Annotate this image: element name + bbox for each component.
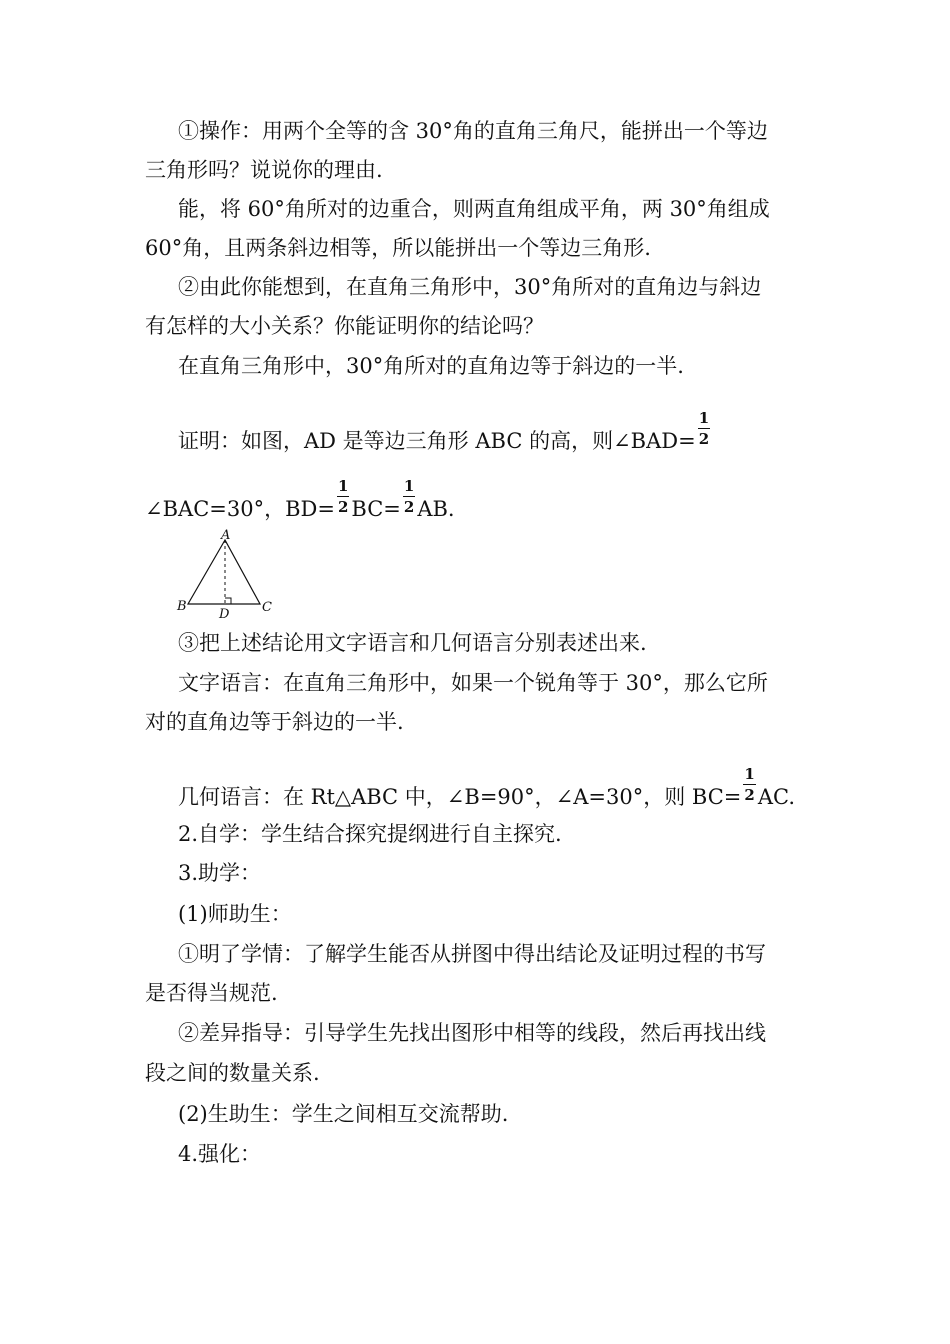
vertex-label-a: A xyxy=(221,528,231,543)
difference-guidance: ②差异指导：引导学生先找出图形中相等的线段，然后再找出线 xyxy=(178,1021,766,1045)
student-assist: (2)生助生：学生之间相互交流帮助. xyxy=(178,1102,509,1126)
geometry-text-a: 几何语言：在 Rt△ABC 中，∠B=90°，∠A=30°，则 BC= xyxy=(178,785,742,809)
fraction-half-3 xyxy=(403,478,415,515)
understand-situation: ①明了学情：了解学生能否从拼图中得出结论及证明过程的书写 xyxy=(178,942,766,966)
fraction-denominator: 2 xyxy=(744,786,755,804)
paragraph-operation-cont: 三角形吗？说说你的理由. xyxy=(145,158,383,182)
fraction-numerator: 1 xyxy=(337,477,349,495)
proof-text-2b: BC= xyxy=(351,497,401,521)
teacher-assist: (1)师助生： xyxy=(178,902,292,926)
answer-relation: 在直角三角形中，30°角所对的直角边等于斜边的一半. xyxy=(178,354,684,378)
proof-text-2c: AB. xyxy=(417,497,455,521)
proof-text-2a: ∠BAC=30°，BD= xyxy=(145,497,335,521)
vertex-label-c: C xyxy=(262,600,272,615)
vertex-label-b: B xyxy=(177,599,187,614)
question-relation-cont: 有怎样的大小关系？你能证明你的结论吗？ xyxy=(145,314,544,338)
triangle-abc xyxy=(188,540,260,604)
geometry-text-b: AC. xyxy=(757,785,795,809)
vertex-label-d: D xyxy=(219,607,230,620)
fraction-half-1 xyxy=(698,410,710,447)
answer-operation: 能，将 60°角所对的边重合，则两直角组成平角，两 30°角组成 xyxy=(178,197,770,221)
answer-operation-cont: 60°角，且两条斜边相等，所以能拼出一个等边三角形. xyxy=(145,236,651,260)
question-relation: ②由此你能想到，在直角三角形中，30°角所对的直角边与斜边 xyxy=(178,275,762,299)
understand-situation-cont: 是否得当规范. xyxy=(145,981,278,1005)
reinforce-heading: 4.强化： xyxy=(178,1142,262,1166)
fraction-half-2 xyxy=(337,478,349,515)
paragraph-operation: ①操作：用两个全等的含 30°角的直角三角尺，能拼出一个等边 xyxy=(178,119,768,143)
fraction-denominator: 2 xyxy=(337,498,349,516)
fraction-numerator: 1 xyxy=(744,765,755,783)
triangle-figure xyxy=(172,528,282,620)
fraction-numerator: 1 xyxy=(698,409,710,427)
fraction-denominator: 2 xyxy=(698,430,710,448)
proof-line-2 xyxy=(145,477,455,529)
fraction-half-4 xyxy=(743,766,755,803)
geometry-language xyxy=(178,765,795,817)
fraction-denominator: 2 xyxy=(403,498,415,516)
right-angle-mark xyxy=(225,598,231,604)
question-express: ③把上述结论用文字语言和几何语言分别表述出来. xyxy=(178,631,647,655)
assist-heading: 3.助学： xyxy=(178,861,262,885)
text-language-cont: 对的直角边等于斜边的一半. xyxy=(145,710,404,734)
fraction-numerator: 1 xyxy=(403,477,415,495)
text-language: 文字语言：在直角三角形中，如果一个锐角等于 30°，那么它所 xyxy=(178,671,768,695)
proof-line-1 xyxy=(178,409,712,461)
proof-text-1: 证明：如图，AD 是等边三角形 ABC 的高，则∠BAD= xyxy=(178,429,696,453)
difference-guidance-cont: 段之间的数量关系. xyxy=(145,1061,320,1085)
self-study: 2.自学：学生结合探究提纲进行自主探究. xyxy=(178,822,562,846)
